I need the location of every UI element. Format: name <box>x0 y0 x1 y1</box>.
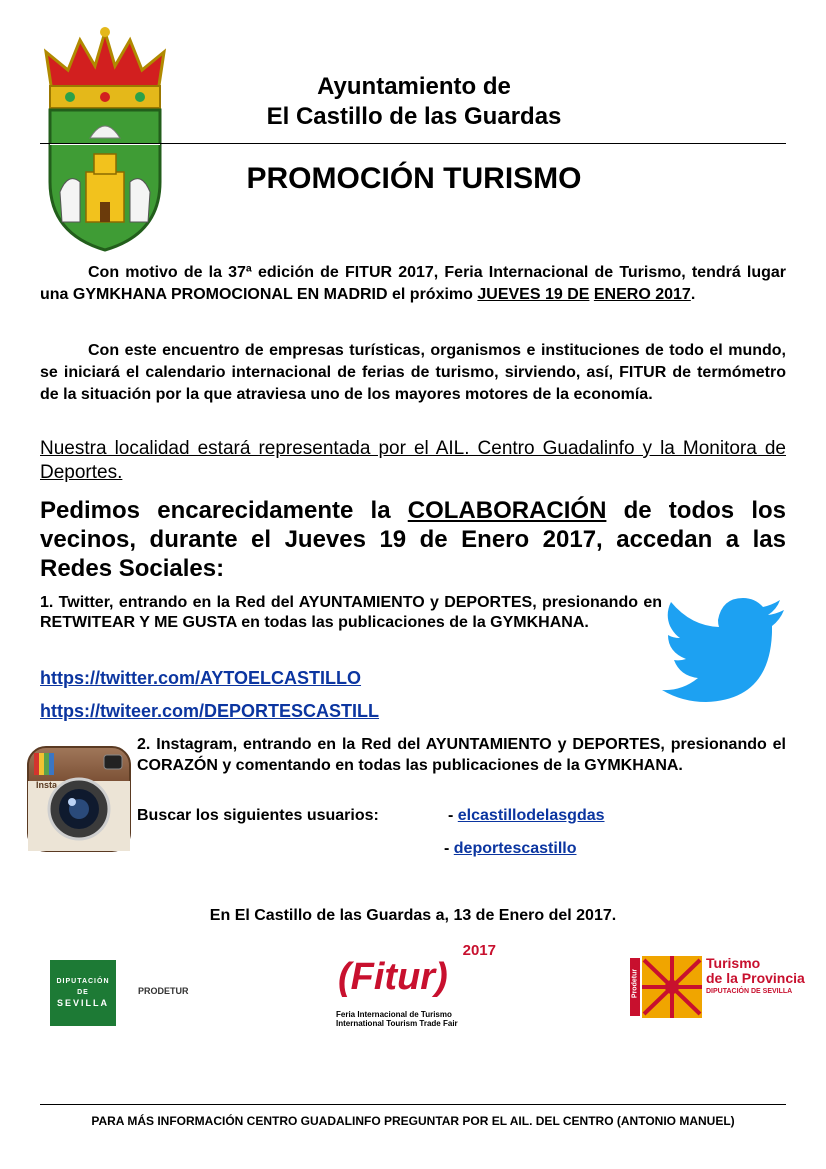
fitur-name: Fitur <box>350 956 436 998</box>
twitter-link-ayuntamiento[interactable]: https://twitter.com/AYTOELCASTILLO <box>40 668 362 688</box>
diputacion-line1: DIPUTACIÓN <box>56 978 110 985</box>
fitur-subtitle <box>336 1010 458 1028</box>
instagram-camera-icon <box>26 745 132 853</box>
instagram-search-label: Buscar los siguientes usuarios: <box>137 807 379 824</box>
twitter-instructions: 1. Twitter, entrando en la Red del AYUNTAMIENTO y DEPORTES, presionando en RETWITEAR Y ME GUSTA en todas las publicaciones de la GYMKHANA. <box>40 594 662 631</box>
diputacion-line2: DE <box>77 989 89 996</box>
fitur-year: 2017 <box>462 942 496 959</box>
twitter-link-deportes[interactable]: https://twiteer.com/DEPORTESCASTILL <box>40 701 380 721</box>
instagram-user-link-1[interactable]: elcastillodelasgdas <box>457 807 605 824</box>
intro-text: Con motivo de la 37ª edición de FITUR 2017, Feria Internacional de Turismo, tendrá lugar una GYMKHANA PROMOCIONAL EN MADRID el próximo <box>40 264 786 303</box>
turismo-text <box>706 956 805 998</box>
event-date-month: ENERO 2017 <box>593 286 691 303</box>
fitur-wordmark: (Fitur) <box>338 956 448 998</box>
instagram-user-link-2[interactable]: deportescastillo <box>453 840 577 857</box>
collaboration-text-c: de todos los vecinos, durante el Jueves 19 de Enero 2017, accedan a las Redes Sociales: <box>40 497 787 582</box>
twitter-bird-icon <box>660 596 786 704</box>
header-divider <box>40 143 786 144</box>
sun-emblem-icon <box>642 956 702 1018</box>
turismo-side-text: Prodetur <box>631 968 639 999</box>
footer-divider <box>40 1104 786 1105</box>
header-title-line2: El Castillo de las Guardas <box>266 103 562 130</box>
date-line: En El Castillo de las Guardas a, 13 de Enero del 2017. <box>209 907 617 924</box>
turismo-line2: de la Provincia <box>706 970 805 986</box>
collaboration-keyword: COLABORACIÓN <box>407 497 607 524</box>
intro-end: . <box>690 286 696 303</box>
collaboration-paragraph <box>40 496 786 583</box>
fitur-subtitle-es: Feria Internacional de Turismo <box>336 1010 452 1019</box>
footer-info: PARA MÁS INFORMACIÓN CENTRO GUADALINFO PREGUNTAR POR EL AIL. DEL CENTRO (ANTONIO MANUEL) <box>91 1114 735 1128</box>
prodetur-logo: PRODETUR <box>138 986 189 996</box>
intro-paragraph <box>40 262 786 306</box>
instagram-badge-text: Insta <box>36 780 58 790</box>
instagram-user-row-2 <box>444 840 576 858</box>
instagram-user-row-1 <box>448 807 605 825</box>
event-date-day: JUEVES 19 DE <box>477 286 590 303</box>
turismo-line1: Turismo <box>706 955 761 971</box>
turismo-provincia-logo <box>630 952 805 1022</box>
user-dash-1: - <box>448 807 454 824</box>
turismo-line3: DIPUTACIÓN DE SEVILLA <box>706 988 793 995</box>
instagram-instructions: 2. Instagram, entrando en la Red del AYUNTAMIENTO y DEPORTES, presionando el CORAZÓN y comentando en todas las publicaciones de la GYMKHANA. <box>137 736 786 774</box>
coat-of-arms-logo <box>40 22 170 254</box>
header-title <box>200 72 628 132</box>
diputacion-sevilla-logo <box>50 960 116 1026</box>
context-paragraph: Con este encuentro de empresas turísticas, organismos e instituciones de todo el mundo, se iniciará el calendario internacional de ferias de turismo, sirviendo, así, FITUR de termómetro de la situación por la que atraviesa uno de los mayores motores de la economía. <box>40 342 786 403</box>
representation-paragraph: Nuestra localidad estará representada por el AIL. Centro Guadalinfo y la Monitora de Deportes. <box>40 438 786 483</box>
diputacion-line3: SEVILLA <box>56 998 109 1008</box>
fitur-subtitle-en: International Tourism Trade Fair <box>336 1019 458 1028</box>
section-title: PROMOCIÓN TURISMO <box>246 162 582 195</box>
header-title-line1: Ayuntamiento de <box>317 73 511 100</box>
fitur-logo <box>332 942 500 1032</box>
collaboration-text-a: Pedimos encarecidamente la <box>40 497 408 524</box>
user-dash-2: - <box>444 840 450 857</box>
instagram-search-row <box>137 807 379 825</box>
